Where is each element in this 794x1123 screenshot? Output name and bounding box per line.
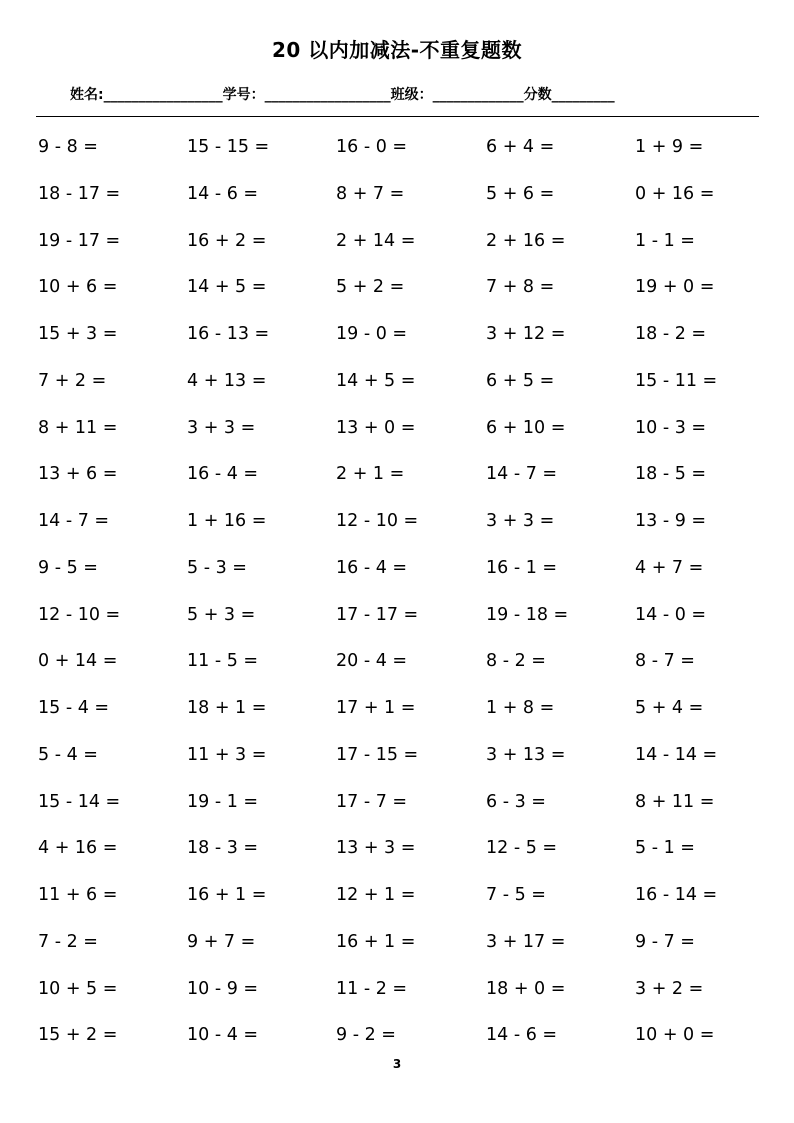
problem-grid [38, 128, 778, 1063]
math-problem: 7 + 2 = [38, 370, 107, 391]
student-id-label: 学号： [222, 87, 265, 103]
score-label: 分数 [523, 87, 552, 103]
math-problem: 16 - 13 = [187, 324, 270, 344]
math-problem: 14 + 5 = [336, 370, 416, 391]
math-problem: 19 - 18 = [486, 604, 569, 625]
math-problem: 12 + 1 = [336, 885, 416, 905]
math-problem: 1 + 8 = [486, 698, 555, 718]
math-problem: 17 - 7 = [336, 791, 408, 812]
math-problem: 5 - 1 = [635, 838, 695, 859]
student-info-line [70, 86, 770, 104]
math-problem: 12 - 10 = [38, 604, 121, 625]
math-problem: 1 + 9 = [635, 137, 704, 157]
math-problem: 9 + 7 = [187, 931, 256, 952]
math-problem: 15 - 15 = [187, 137, 270, 157]
math-problem: 9 - 8 = [38, 137, 98, 157]
math-problem: 11 + 6 = [38, 885, 118, 905]
math-problem: 13 - 9 = [635, 511, 707, 531]
math-problem: 6 + 4 = [486, 137, 555, 157]
math-problem: 16 - 0 = [336, 137, 408, 157]
math-problem: 2 + 16 = [486, 230, 566, 251]
math-problem: 14 - 6 = [486, 1025, 558, 1046]
math-problem: 5 - 4 = [38, 744, 98, 765]
math-problem: 0 + 14 = [38, 651, 118, 672]
math-problem: 18 - 2 = [635, 324, 707, 344]
math-problem: 15 + 3 = [38, 324, 118, 344]
math-problem: 10 - 3 = [635, 417, 707, 438]
math-problem: 13 + 6 = [38, 464, 118, 485]
math-problem: 4 + 16 = [38, 838, 118, 859]
math-problem: 3 + 17 = [486, 931, 566, 952]
math-problem: 18 + 0 = [486, 978, 566, 999]
math-problem: 17 + 1 = [336, 698, 416, 718]
math-problem: 15 - 4 = [38, 698, 110, 718]
math-problem: 16 - 4 = [187, 464, 259, 485]
math-problem: 16 - 14 = [635, 885, 718, 905]
math-problem: 7 + 8 = [486, 277, 555, 298]
name-blank: _________________ [103, 87, 223, 103]
math-problem: 14 - 6 = [187, 183, 259, 204]
math-problem: 6 + 5 = [486, 370, 555, 391]
math-problem: 11 - 2 = [336, 978, 408, 999]
math-problem: 1 + 16 = [187, 511, 267, 531]
name-label: 姓名: [70, 87, 104, 103]
math-problem: 15 - 14 = [38, 791, 121, 812]
math-problem: 10 - 4 = [187, 1025, 259, 1046]
math-problem: 18 + 1 = [187, 698, 267, 718]
math-problem: 14 - 7 = [38, 511, 110, 531]
math-problem: 12 - 5 = [486, 838, 558, 859]
page-title: 20 以内加减法-不重复题数 [271, 38, 523, 62]
math-problem: 9 - 7 = [635, 931, 695, 952]
class-blank: _____________ [432, 87, 524, 103]
math-problem: 19 - 17 = [38, 230, 121, 251]
math-problem: 7 - 2 = [38, 931, 98, 952]
math-problem: 1 - 1 = [635, 230, 695, 251]
math-problem: 16 - 1 = [486, 557, 558, 578]
math-problem: 13 + 0 = [336, 417, 416, 438]
math-problem: 13 + 3 = [336, 838, 416, 859]
math-problem: 18 - 5 = [635, 464, 707, 485]
math-problem: 14 - 7 = [486, 464, 558, 485]
math-problem: 6 - 3 = [486, 791, 546, 812]
math-problem: 15 + 2 = [38, 1025, 118, 1046]
math-problem: 11 + 3 = [187, 744, 267, 765]
math-problem: 12 - 10 = [336, 511, 419, 531]
math-problem: 16 + 1 = [336, 931, 416, 952]
math-problem: 20 - 4 = [336, 651, 408, 672]
math-problem: 19 - 0 = [336, 324, 408, 344]
math-problem: 19 + 0 = [635, 277, 715, 298]
math-problem: 18 - 17 = [38, 183, 121, 204]
math-problem: 8 - 7 = [635, 651, 695, 672]
math-problem: 10 + 5 = [38, 978, 118, 999]
math-problem: 18 - 3 = [187, 838, 259, 859]
math-problem: 10 + 6 = [38, 277, 118, 298]
math-problem: 19 - 1 = [187, 791, 259, 812]
math-problem: 3 + 13 = [486, 744, 566, 765]
math-problem: 4 + 13 = [187, 370, 267, 391]
math-problem: 8 - 2 = [486, 651, 546, 672]
math-problem: 2 + 14 = [336, 230, 416, 251]
math-problem: 5 + 6 = [486, 183, 555, 204]
math-problem: 5 + 2 = [336, 277, 405, 298]
math-problem: 3 + 2 = [635, 978, 704, 999]
math-problem: 6 + 10 = [486, 417, 566, 438]
math-problem: 9 - 5 = [38, 557, 98, 578]
math-problem: 8 + 11 = [38, 417, 118, 438]
page-number: 3 [392, 1057, 402, 1071]
math-problem: 16 + 2 = [187, 230, 267, 251]
math-problem: 10 - 9 = [187, 978, 259, 999]
math-problem: 8 + 7 = [336, 183, 405, 204]
student-id-blank: __________________ [264, 87, 391, 103]
math-problem: 5 - 3 = [187, 557, 247, 578]
math-problem: 0 + 16 = [635, 183, 715, 204]
math-problem: 11 - 5 = [187, 651, 259, 672]
math-problem: 16 - 4 = [336, 557, 408, 578]
math-problem: 5 + 3 = [187, 604, 256, 625]
math-problem: 17 - 17 = [336, 604, 419, 625]
header-divider [36, 116, 759, 117]
math-problem: 16 + 1 = [187, 885, 267, 905]
math-problem: 8 + 11 = [635, 791, 715, 812]
class-label: 班级： [390, 87, 433, 103]
math-problem: 17 - 15 = [336, 744, 419, 765]
math-problem: 3 + 3 = [187, 417, 256, 438]
math-problem: 3 + 3 = [486, 511, 555, 531]
math-problem: 4 + 7 = [635, 557, 704, 578]
math-problem: 3 + 12 = [486, 324, 566, 344]
score-blank: _________ [551, 87, 615, 103]
math-problem: 14 + 5 = [187, 277, 267, 298]
math-problem: 10 + 0 = [635, 1025, 715, 1046]
math-problem: 2 + 1 = [336, 464, 405, 485]
math-problem: 7 - 5 = [486, 885, 546, 905]
math-problem: 14 - 14 = [635, 744, 718, 765]
math-problem: 5 + 4 = [635, 698, 704, 718]
math-problem: 14 - 0 = [635, 604, 707, 625]
math-problem: 15 - 11 = [635, 370, 718, 391]
math-problem: 9 - 2 = [336, 1025, 396, 1046]
